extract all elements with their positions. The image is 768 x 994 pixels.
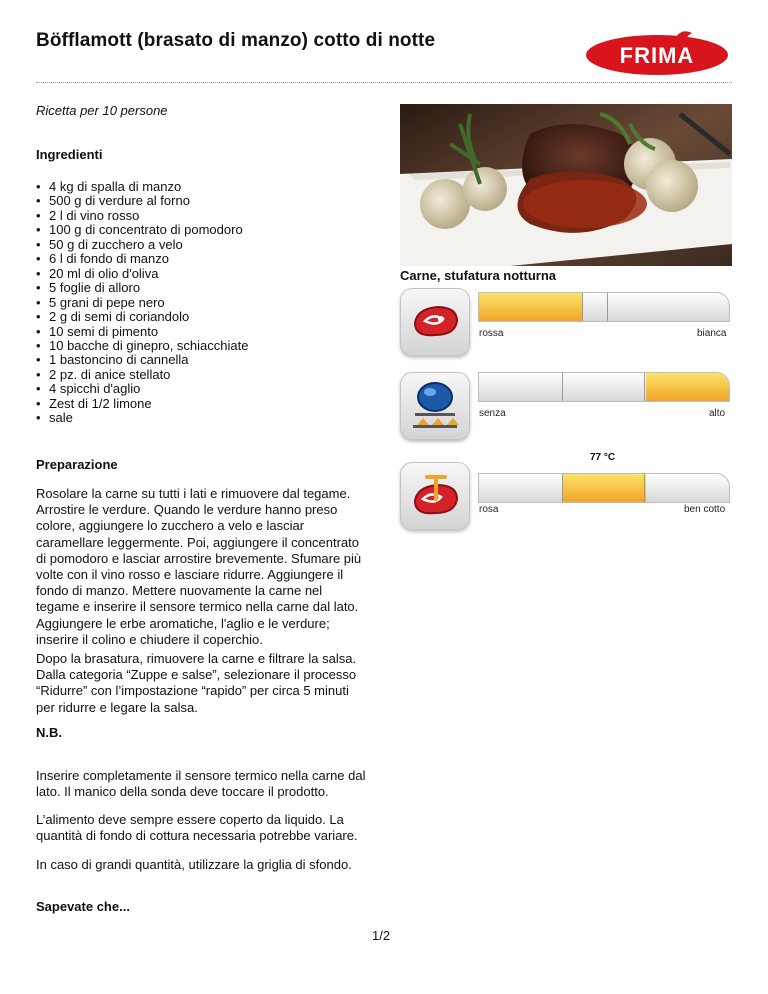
list-item: • sale — [36, 411, 248, 425]
notes-text-3: In caso di grandi quantità, utilizzare la griglia di sfondo. — [36, 857, 352, 872]
slider-max-label: bianca — [697, 328, 727, 339]
page-number: 1/2 — [372, 928, 391, 943]
list-item: • 50 g di zucchero a velo — [36, 238, 248, 252]
slider-divider — [607, 293, 608, 321]
list-item: • 5 foglie di alloro — [36, 281, 248, 295]
slider-max-label: alto — [709, 408, 726, 419]
core-probe-icon — [401, 463, 469, 529]
doneness-slider[interactable] — [478, 473, 730, 503]
frima-logo — [584, 28, 730, 78]
browning-icon — [401, 373, 469, 439]
browning-button[interactable] — [400, 372, 470, 440]
slider-min-label: senza — [479, 408, 506, 419]
browning-slider[interactable] — [478, 372, 730, 402]
notes-heading: N.B. — [36, 725, 62, 740]
list-item: • 5 grani di pepe nero — [36, 296, 248, 310]
raw-meat-icon — [401, 289, 469, 355]
slider-divider — [562, 373, 563, 401]
list-item: • 4 spicchi d'aglio — [36, 382, 248, 396]
list-item: • 100 g di concentrato di pomodoro — [36, 223, 248, 237]
svg-text:FRIMA: FRIMA — [619, 43, 695, 68]
dish-photo — [400, 104, 732, 266]
page-title: Böfflamott (brasato di manzo) cotto di notte — [36, 30, 436, 51]
slider-fill — [562, 474, 645, 502]
list-item: • 20 ml di olio d'oliva — [36, 267, 248, 281]
preparation-text-1: Rosolare la carne su tutti i lati e rimuovere dal tegame. Arrostire le verdure. Quando le verdure hanno preso colore, aggiungere lo zucchero a velo e lasciar caramellare leggermente. Poi, aggiungere il concentrato di pomodoro e lasciar arrostire brevemente. Sfumare più volte con il vino rosso e lasciare ridurre. Aggiungere il fondo di manzo. Mettere nuovamente la carne nel tegame e inserire il sensore termico nella carne dal lato. Aggiungere le erbe aromatiche, l'aglio e le verdure; inserire il colino e chiudere il coperchio. — [36, 486, 362, 647]
cooking-mode-button[interactable] — [400, 288, 470, 356]
core-temperature-value: 77 °C — [590, 452, 616, 463]
list-item: • 6 l di fondo di manzo — [36, 252, 248, 266]
header-divider — [36, 82, 732, 83]
list-item: • 2 g di semi di coriandolo — [36, 310, 248, 324]
list-item: • Zest di 1/2 limone — [36, 397, 248, 411]
slider-divider — [644, 373, 645, 401]
slider-min-label: rossa — [479, 328, 504, 339]
list-item: • 10 semi di pimento — [36, 325, 248, 339]
notes-text-2: L’alimento deve sempre essere coperto da liquido. La quantità di fondo di cottura necessaria potrebbe variare. — [36, 812, 358, 844]
slider-max-label: ben cotto — [684, 504, 726, 515]
did-you-know-heading: Sapevate che... — [36, 899, 130, 914]
list-item: • 10 bacche di ginepro, schiacchiate — [36, 339, 248, 353]
core-colour-slider[interactable] — [478, 292, 730, 322]
slider-fill — [646, 373, 729, 401]
slider-fill — [479, 293, 582, 321]
slider-min-label: rosa — [479, 504, 499, 515]
preparation-heading: Preparazione — [36, 457, 118, 472]
list-item: • 4 kg di spalla di manzo — [36, 180, 248, 194]
list-item: • 2 l di vino rosso — [36, 209, 248, 223]
slider-divider — [562, 474, 563, 502]
list-item: • 500 g di verdure al forno — [36, 194, 248, 208]
settings-heading: Carne, stufatura notturna — [400, 268, 557, 283]
slider-divider — [582, 293, 583, 321]
portions-note: Ricetta per 10 persone — [36, 103, 168, 118]
ingredients-list — [36, 180, 248, 426]
list-item: • 2 pz. di anice stellato — [36, 368, 248, 382]
notes-text-1: Inserire completamente il sensore termico nella carne dal lato. Il manico della sonda deve toccare il prodotto. — [36, 768, 366, 800]
list-item: • 1 bastoncino di cannella — [36, 353, 248, 367]
preparation-text-2: Dopo la brasatura, rimuovere la carne e filtrare la salsa. Dalla categoria “Zuppe e salse”, selezionare il processo “Ridurre” con l’impostazione “rapido” per circa 5 minuti per ridurre e legare la salsa. — [36, 651, 357, 715]
slider-divider — [644, 474, 645, 502]
ingredients-heading: Ingredienti — [36, 147, 103, 162]
core-probe-button[interactable] — [400, 462, 470, 530]
